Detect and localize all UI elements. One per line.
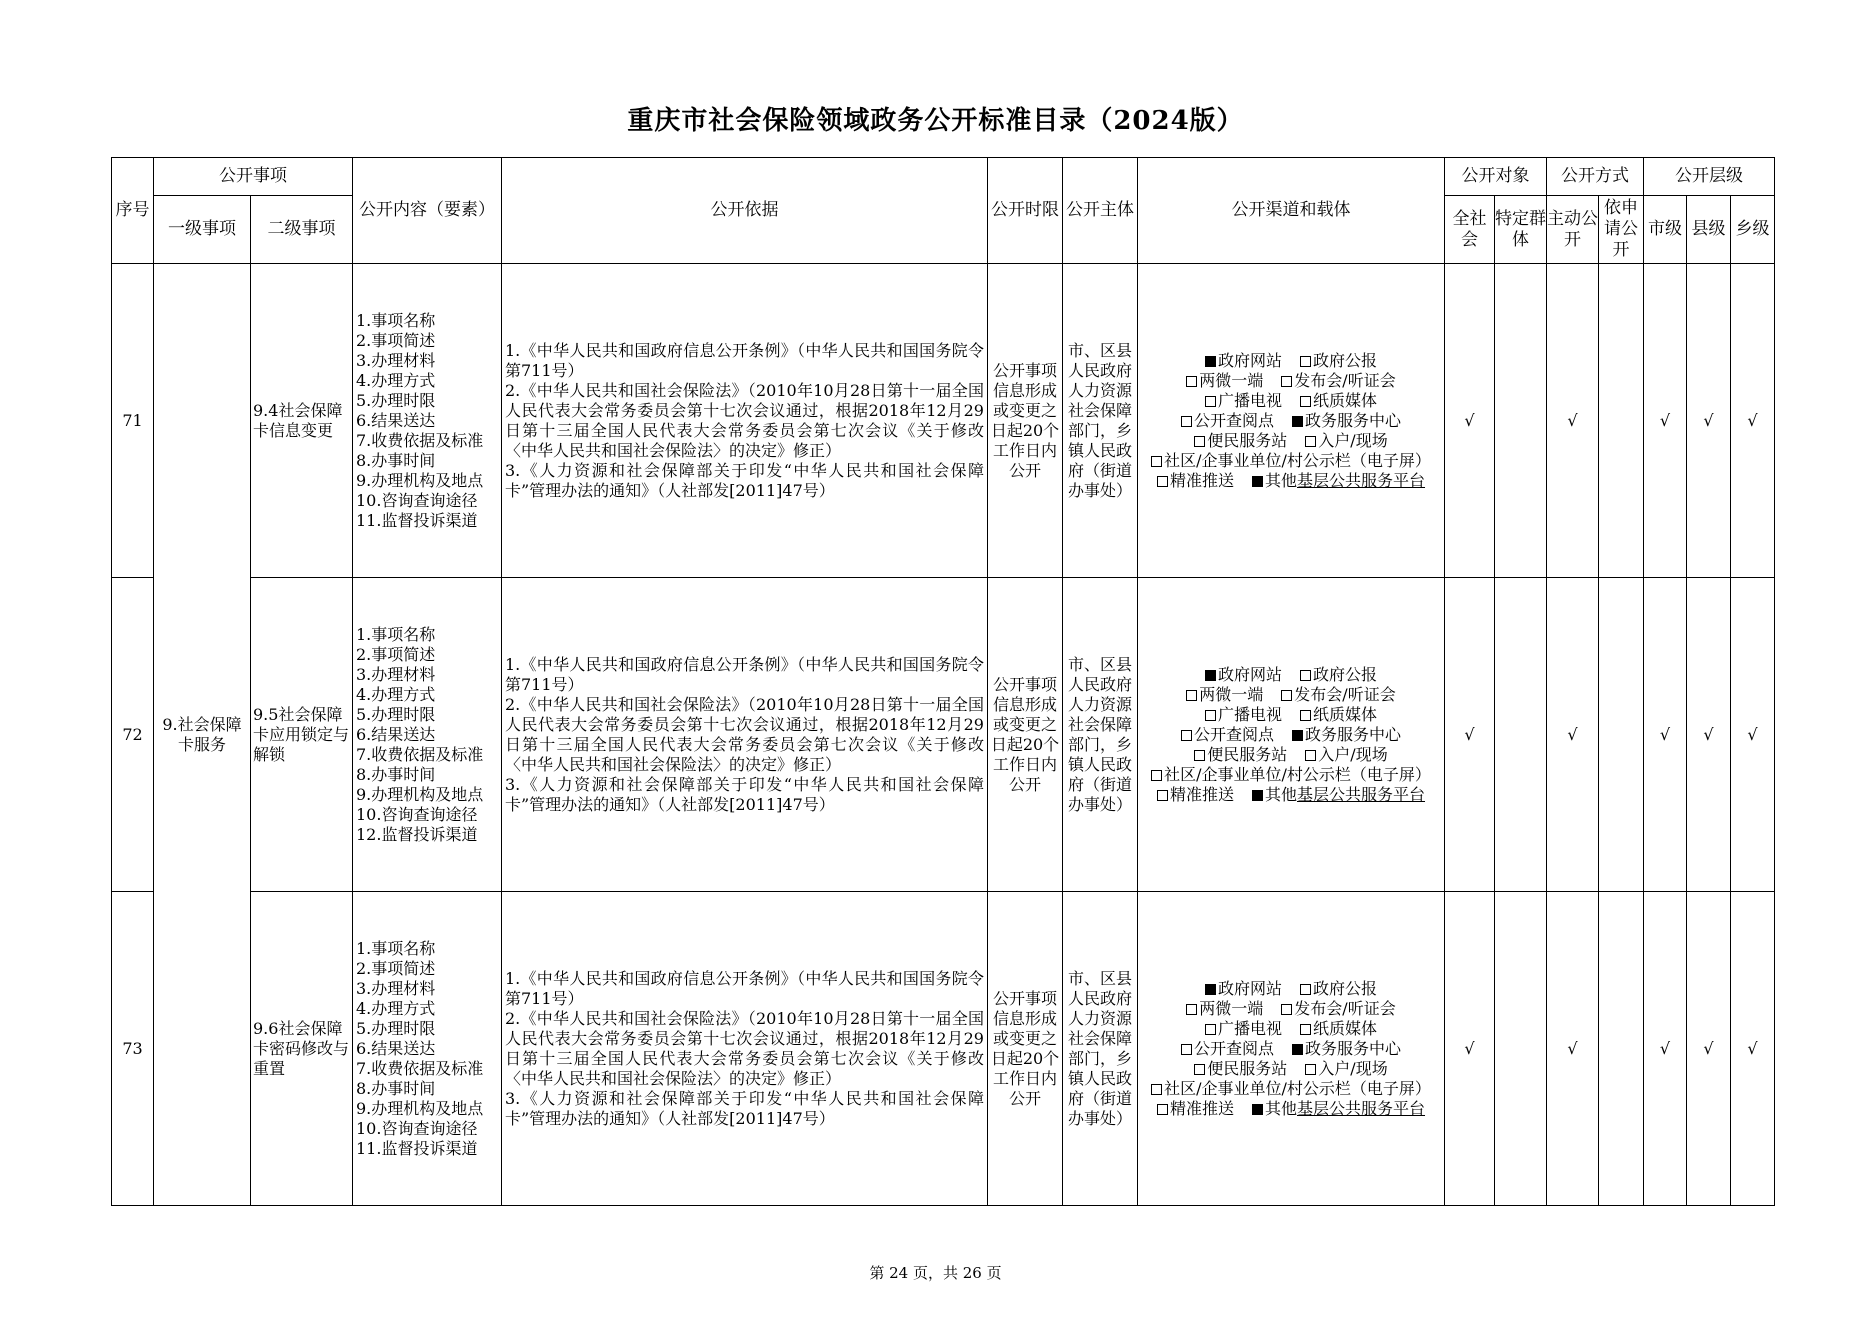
channel-label: 纸质媒体 [1313, 390, 1378, 410]
channel-label: 便民服务站 [1207, 430, 1288, 450]
unchecked-box-icon [1157, 1104, 1168, 1115]
check-mark-icon: √ [1567, 1038, 1578, 1058]
unchecked-box-icon [1205, 396, 1216, 407]
content-item: 11.监督投诉渠道 [356, 510, 478, 530]
channel-label: 发布会/听证会 [1294, 370, 1396, 390]
content-item: 2.事项简述 [356, 644, 436, 664]
content-item: 9.办理机构及地点 [356, 470, 484, 490]
unchecked-box-icon [1181, 730, 1192, 741]
header-method: 公开方式 [1547, 158, 1644, 196]
checked-box-icon [1252, 1104, 1263, 1115]
channel-label: 便民服务站 [1207, 744, 1288, 764]
content-item: 3.办理材料 [356, 350, 436, 370]
channel-label: 便民服务站 [1207, 1058, 1288, 1078]
level-town-cell [1731, 892, 1775, 1206]
content-item: 5.办理时限 [356, 1018, 436, 1038]
checked-box-icon [1205, 984, 1216, 995]
channel-line [1142, 1039, 1440, 1059]
unchecked-box-icon [1281, 376, 1292, 387]
method-apply-cell [1599, 578, 1644, 892]
table-row [112, 892, 1775, 1206]
channel-label: 其他 [1264, 470, 1297, 490]
channel-label: 政府网站 [1217, 978, 1282, 998]
header-level1: 一级事项 [154, 196, 251, 264]
header-method-active: 主动公开 [1547, 196, 1599, 264]
row-seq: 72 [112, 578, 154, 892]
content-list [353, 892, 502, 1206]
channel-line [1142, 451, 1440, 471]
header-time-limit: 公开时限 [988, 158, 1063, 264]
channel-label: 发布会/听证会 [1294, 684, 1396, 704]
channel-label: 公开查阅点 [1193, 410, 1274, 430]
content-item: 2.事项简述 [356, 958, 436, 978]
basis-item: 2.《中华人民共和国社会保险法》（2010年10月28日第十一届全国人民代表大会常务委员会第十七次会议通过，根据2018年12月29日第十三届全国人民代表大会常务委员会第七次会议《关于修改〈中华人民共和国社会保险法〉的决定》修正） [505, 380, 984, 460]
level2-item: 9.5社会保障卡应用锁定与解锁 [251, 578, 353, 892]
basis-item: 1.《中华人民共和国政府信息公开条例》（中华人民共和国国务院令第711号） [505, 340, 984, 380]
unchecked-box-icon [1281, 1004, 1292, 1015]
checked-box-icon [1292, 730, 1303, 741]
channel-label: 精准推送 [1169, 1098, 1234, 1118]
channel-line [1142, 1079, 1440, 1099]
level-county-cell [1687, 578, 1731, 892]
channels-list [1138, 892, 1445, 1206]
channel-line [1142, 1099, 1440, 1119]
check-mark-icon: √ [1659, 1038, 1671, 1058]
checked-box-icon [1292, 416, 1303, 427]
basis-item: 2.《中华人民共和国社会保险法》（2010年10月28日第十一届全国人民代表大会常务委员会第十七次会议通过，根据2018年12月29日第十三届全国人民代表大会常务委员会第七次会议《关于修改〈中华人民共和国社会保险法〉的决定》修正） [505, 694, 984, 774]
header-level-town: 乡级 [1731, 196, 1775, 264]
unchecked-box-icon [1300, 356, 1311, 367]
checked-box-icon [1205, 356, 1216, 367]
content-item: 6.结果送达 [356, 410, 436, 430]
time-limit: 公开事项信息形成或变更之日起20个工作日内公开 [988, 578, 1063, 892]
channel-label: 两微一端 [1199, 684, 1264, 704]
basis-list [502, 264, 988, 578]
header-target-all: 全社会 [1445, 196, 1495, 264]
content-item: 9.办理机构及地点 [356, 1098, 484, 1118]
channel-label: 发布会/听证会 [1294, 998, 1396, 1018]
unchecked-box-icon [1186, 690, 1197, 701]
unchecked-box-icon [1300, 1024, 1311, 1035]
content-item: 4.办理方式 [356, 998, 436, 1018]
channel-label: 纸质媒体 [1313, 1018, 1378, 1038]
unchecked-box-icon [1151, 456, 1162, 467]
unchecked-box-icon [1305, 750, 1316, 761]
content-item: 1.事项名称 [356, 624, 436, 644]
content-item: 3.办理材料 [356, 664, 436, 684]
channel-line [1142, 391, 1440, 411]
public-subject: 市、区县人民政府人力资源社会保障部门，乡镇人民政府（街道办事处） [1063, 264, 1138, 578]
channel-label: 两微一端 [1199, 370, 1264, 390]
basis-item: 2.《中华人民共和国社会保险法》（2010年10月28日第十一届全国人民代表大会常务委员会第十七次会议通过，根据2018年12月29日第十三届全国人民代表大会常务委员会第七次会议《关于修改〈中华人民共和国社会保险法〉的决定》修正） [505, 1008, 984, 1088]
catalog-table [111, 157, 1775, 1206]
target-group-cell [1495, 264, 1547, 578]
header-target: 公开对象 [1445, 158, 1547, 196]
content-item: 8.办事时间 [356, 450, 436, 470]
level-town-cell [1731, 264, 1775, 578]
channel-label: 公开查阅点 [1193, 724, 1274, 744]
check-mark-icon: √ [1703, 724, 1714, 744]
header-subject: 公开主体 [1063, 158, 1138, 264]
content-item: 1.事项名称 [356, 938, 436, 958]
content-item: 4.办理方式 [356, 370, 436, 390]
content-item: 7.收费依据及标准 [356, 1058, 484, 1078]
target-group-cell [1495, 578, 1547, 892]
unchecked-box-icon [1186, 1004, 1197, 1015]
content-item: 8.办事时间 [356, 1078, 436, 1098]
unchecked-box-icon [1305, 436, 1316, 447]
channel-line [1142, 999, 1440, 1019]
row-seq: 71 [112, 264, 154, 578]
content-item: 5.办理时限 [356, 704, 436, 724]
channel-label: 社区/企事业单位/村公示栏（电子屏） [1164, 764, 1431, 784]
channel-label: 精准推送 [1169, 784, 1234, 804]
channel-line [1142, 1019, 1440, 1039]
channel-label: 入户/现场 [1318, 430, 1388, 450]
channel-line [1142, 745, 1440, 765]
check-mark-icon: √ [1747, 724, 1758, 744]
basis-list [502, 578, 988, 892]
check-mark-icon: √ [1703, 1038, 1714, 1058]
channel-label: 其他 [1264, 784, 1297, 804]
basis-item: 3.《人力资源和社会保障部关于印发“中华人民共和国社会保障卡”管理办法的通知》（人社部发[2011]47号） [505, 1088, 984, 1128]
content-item: 10.咨询查询途径 [356, 804, 478, 824]
header-channels: 公开渠道和载体 [1138, 158, 1445, 264]
header-target-group: 特定群体 [1495, 196, 1547, 264]
channel-extra: 基层公共服务平台 [1297, 784, 1426, 804]
channel-label: 政府公报 [1313, 978, 1378, 998]
unchecked-box-icon [1151, 1084, 1162, 1095]
channel-extra: 基层公共服务平台 [1297, 1098, 1426, 1118]
unchecked-box-icon [1300, 710, 1311, 721]
content-item: 11.监督投诉渠道 [356, 1138, 478, 1158]
check-mark-icon: √ [1464, 724, 1475, 744]
basis-item: 1.《中华人民共和国政府信息公开条例》（中华人民共和国国务院令第711号） [505, 968, 984, 1008]
basis-item: 3.《人力资源和社会保障部关于印发“中华人民共和国社会保障卡”管理办法的通知》（人社部发[2011]47号） [505, 774, 984, 814]
target-all-cell [1445, 264, 1495, 578]
check-mark-icon: √ [1747, 1038, 1758, 1058]
unchecked-box-icon [1186, 376, 1197, 387]
level-city-cell [1644, 892, 1687, 1206]
content-item: 7.收费依据及标准 [356, 430, 484, 450]
unchecked-box-icon [1281, 690, 1292, 701]
content-item: 4.办理方式 [356, 684, 436, 704]
table-row [112, 264, 1775, 578]
content-list [353, 578, 502, 892]
channel-line [1142, 979, 1440, 999]
channel-line [1142, 431, 1440, 451]
checked-box-icon [1252, 476, 1263, 487]
level2-item: 9.4社会保障卡信息变更 [251, 264, 353, 578]
channel-label: 入户/现场 [1318, 1058, 1388, 1078]
unchecked-box-icon [1300, 984, 1311, 995]
header-level: 公开层级 [1644, 158, 1775, 196]
content-item: 6.结果送达 [356, 1038, 436, 1058]
row-seq: 73 [112, 892, 154, 1206]
content-item: 1.事项名称 [356, 310, 436, 330]
channel-label: 两微一端 [1199, 998, 1264, 1018]
table-row [112, 578, 1775, 892]
check-mark-icon: √ [1567, 724, 1578, 744]
channel-label: 政府网站 [1217, 664, 1282, 684]
level-county-cell [1687, 892, 1731, 1206]
unchecked-box-icon [1194, 436, 1205, 447]
channel-label: 政务服务中心 [1305, 1038, 1402, 1058]
unchecked-box-icon [1194, 1064, 1205, 1075]
level2-item: 9.6社会保障卡密码修改与重置 [251, 892, 353, 1206]
header-level2: 二级事项 [251, 196, 353, 264]
channels-list [1138, 578, 1445, 892]
content-item: 5.办理时限 [356, 390, 436, 410]
channel-line [1142, 371, 1440, 391]
method-active-cell [1547, 264, 1599, 578]
target-group-cell [1495, 892, 1547, 1206]
channel-line [1142, 725, 1440, 745]
unchecked-box-icon [1305, 1064, 1316, 1075]
header-item: 公开事项 [154, 158, 353, 196]
channel-label: 政府公报 [1313, 664, 1378, 684]
channel-label: 政务服务中心 [1305, 410, 1402, 430]
check-mark-icon: √ [1703, 410, 1714, 430]
channel-label: 广播电视 [1217, 390, 1282, 410]
unchecked-box-icon [1205, 1024, 1216, 1035]
level-city-cell [1644, 264, 1687, 578]
content-item: 6.结果送达 [356, 724, 436, 744]
channel-label: 其他 [1264, 1098, 1297, 1118]
channel-label: 政府公报 [1313, 350, 1378, 370]
channel-label: 公开查阅点 [1193, 1038, 1274, 1058]
channel-label: 精准推送 [1169, 470, 1234, 490]
content-item: 12.监督投诉渠道 [356, 824, 478, 844]
level-county-cell [1687, 264, 1731, 578]
channel-label: 政府网站 [1217, 350, 1282, 370]
channel-label: 社区/企事业单位/村公示栏（电子屏） [1164, 1078, 1431, 1098]
method-active-cell [1547, 578, 1599, 892]
channel-line [1142, 471, 1440, 491]
header-level-county: 县级 [1687, 196, 1731, 264]
channel-extra: 基层公共服务平台 [1297, 470, 1426, 490]
channel-label: 社区/企事业单位/村公示栏（电子屏） [1164, 450, 1431, 470]
channel-label: 纸质媒体 [1313, 704, 1378, 724]
header-level-city: 市级 [1644, 196, 1687, 264]
basis-item: 1.《中华人民共和国政府信息公开条例》（中华人民共和国国务院令第711号） [505, 654, 984, 694]
channel-line [1142, 785, 1440, 805]
channel-label: 政务服务中心 [1305, 724, 1402, 744]
check-mark-icon: √ [1659, 410, 1671, 430]
target-all-cell [1445, 892, 1495, 1206]
public-subject: 市、区县人民政府人力资源社会保障部门，乡镇人民政府（街道办事处） [1063, 578, 1138, 892]
content-item: 10.咨询查询途径 [356, 490, 478, 510]
header-basis: 公开依据 [502, 158, 988, 264]
channel-line [1142, 665, 1440, 685]
unchecked-box-icon [1181, 416, 1192, 427]
checked-box-icon [1205, 670, 1216, 681]
content-list [353, 264, 502, 578]
channel-label: 入户/现场 [1318, 744, 1388, 764]
content-item: 3.办理材料 [356, 978, 436, 998]
check-mark-icon: √ [1464, 1038, 1475, 1058]
channel-line [1142, 351, 1440, 371]
page-title: 重庆市社会保险领域政务公开标准目录（2024版） [627, 106, 1244, 136]
content-item: 7.收费依据及标准 [356, 744, 484, 764]
method-active-cell [1547, 892, 1599, 1206]
header-seq: 序号 [112, 158, 154, 264]
unchecked-box-icon [1157, 790, 1168, 801]
channel-line [1142, 411, 1440, 431]
target-all-cell [1445, 578, 1495, 892]
channel-line [1142, 685, 1440, 705]
checked-box-icon [1252, 790, 1263, 801]
channel-label: 广播电视 [1217, 1018, 1282, 1038]
page-footer: 第 24 页，共 26 页 [869, 1264, 1002, 1282]
unchecked-box-icon [1157, 476, 1168, 487]
method-apply-cell [1599, 892, 1644, 1206]
unchecked-box-icon [1300, 396, 1311, 407]
content-item: 10.咨询查询途径 [356, 1118, 478, 1138]
method-apply-cell [1599, 264, 1644, 578]
content-item: 8.办事时间 [356, 764, 436, 784]
header-content: 公开内容（要素） [353, 158, 502, 264]
unchecked-box-icon [1205, 710, 1216, 721]
level1-item: 9.社会保障卡服务 [154, 264, 251, 1206]
basis-list [502, 892, 988, 1206]
check-mark-icon: √ [1567, 410, 1578, 430]
level-town-cell [1731, 578, 1775, 892]
public-subject: 市、区县人民政府人力资源社会保障部门，乡镇人民政府（街道办事处） [1063, 892, 1138, 1206]
unchecked-box-icon [1300, 670, 1311, 681]
check-mark-icon: √ [1464, 410, 1475, 430]
unchecked-box-icon [1194, 750, 1205, 761]
level-city-cell [1644, 578, 1687, 892]
time-limit: 公开事项信息形成或变更之日起20个工作日内公开 [988, 892, 1063, 1206]
unchecked-box-icon [1181, 1044, 1192, 1055]
header-method-apply: 依申请公开 [1599, 196, 1644, 264]
time-limit: 公开事项信息形成或变更之日起20个工作日内公开 [988, 264, 1063, 578]
check-mark-icon: √ [1659, 724, 1671, 744]
content-item: 2.事项简述 [356, 330, 436, 350]
channels-list [1138, 264, 1445, 578]
channel-label: 广播电视 [1217, 704, 1282, 724]
basis-item: 3.《人力资源和社会保障部关于印发“中华人民共和国社会保障卡”管理办法的通知》（人社部发[2011]47号） [505, 460, 984, 500]
content-item: 9.办理机构及地点 [356, 784, 484, 804]
check-mark-icon: √ [1747, 410, 1758, 430]
unchecked-box-icon [1151, 770, 1162, 781]
channel-line [1142, 1059, 1440, 1079]
channel-line [1142, 765, 1440, 785]
checked-box-icon [1292, 1044, 1303, 1055]
channel-line [1142, 705, 1440, 725]
